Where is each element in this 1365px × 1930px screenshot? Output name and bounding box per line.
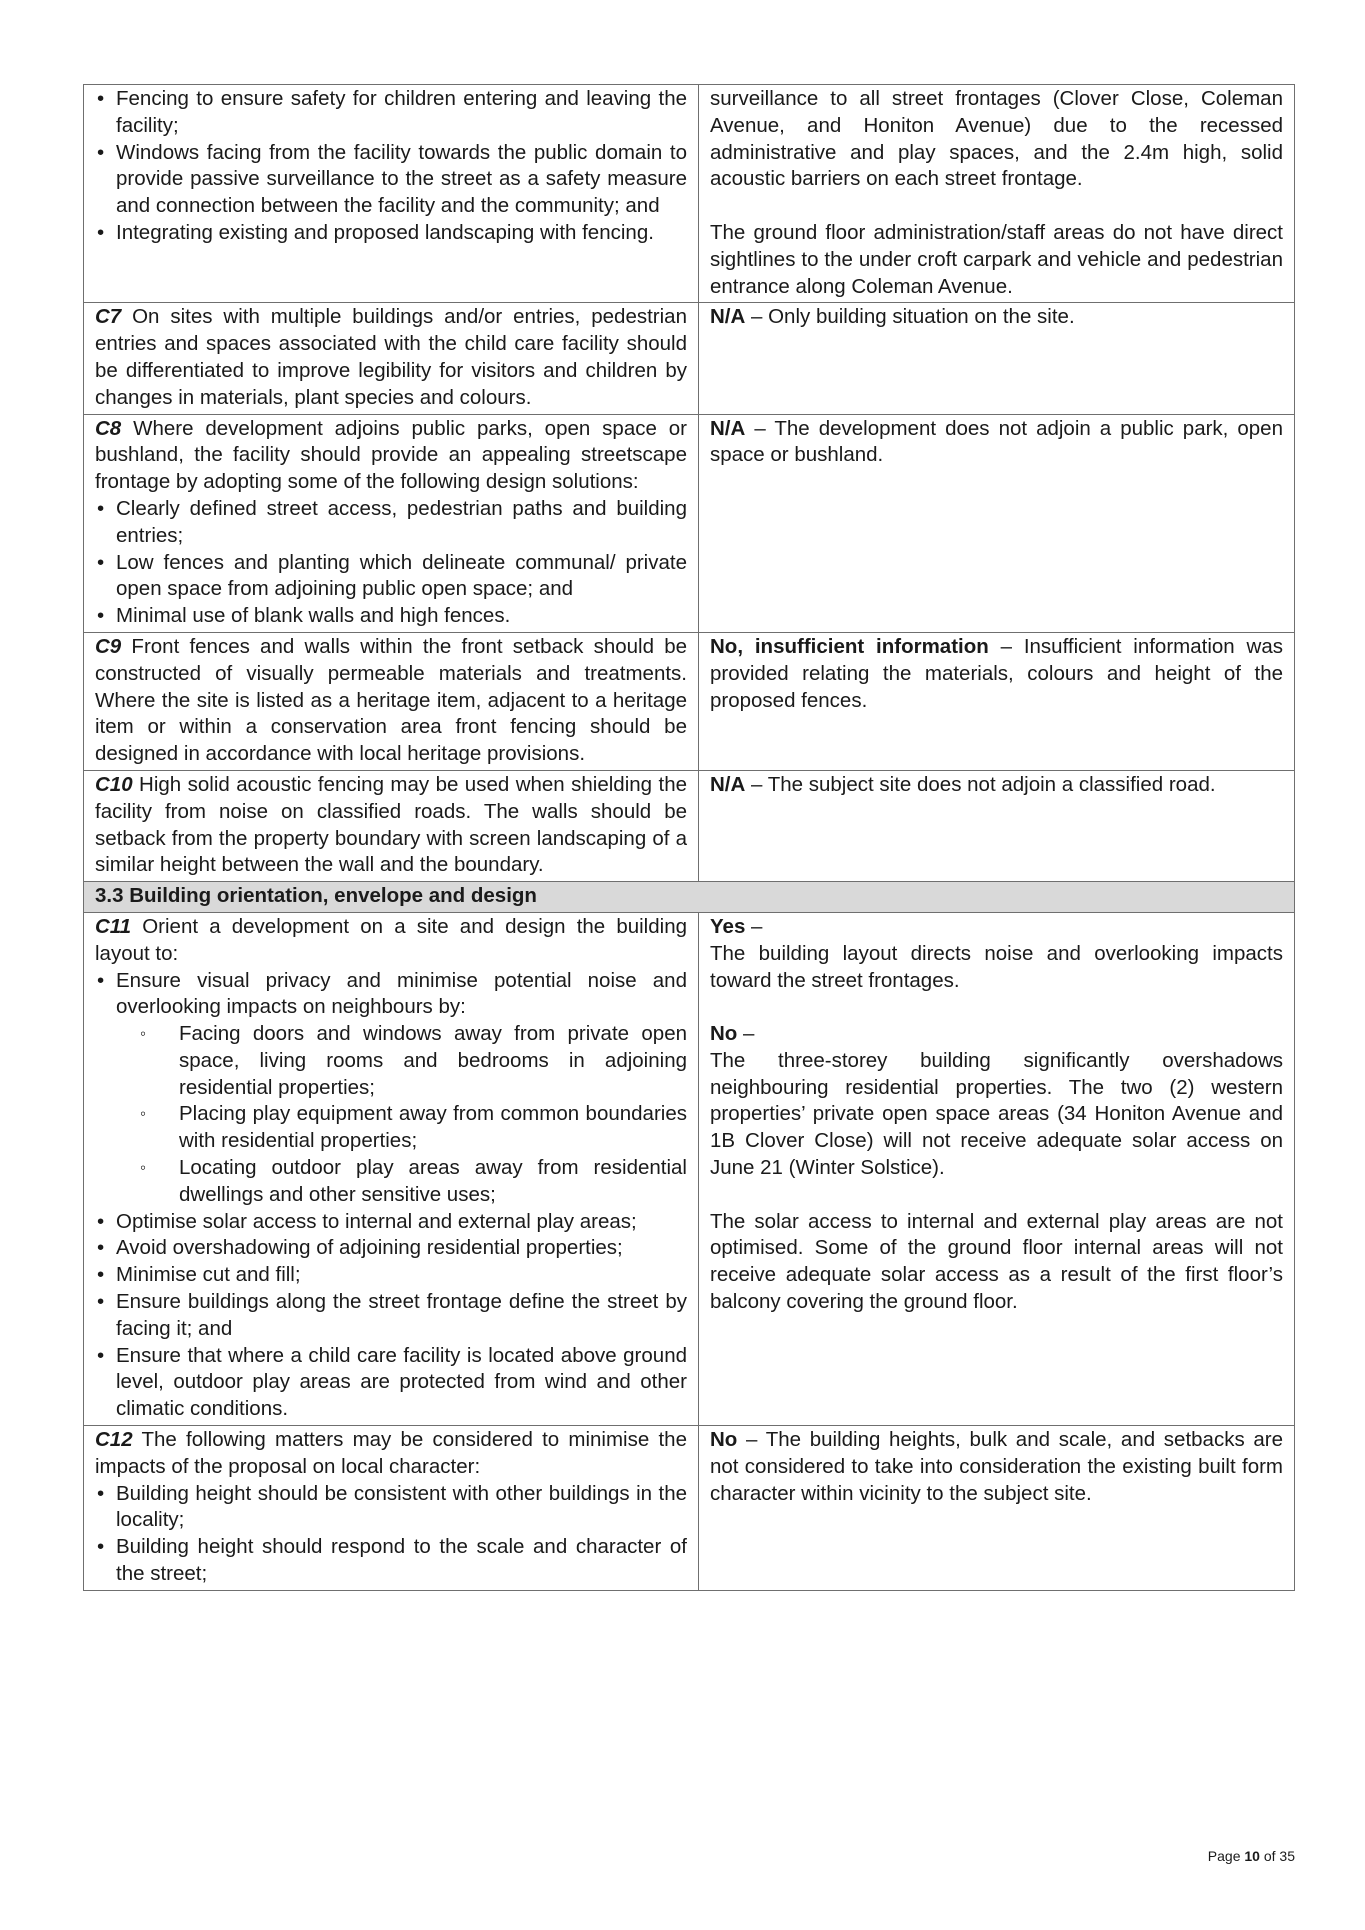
control-cell	[84, 770, 699, 881]
list-item: • Building height should be consistent with other buildings in the locality;	[95, 1481, 687, 1535]
control-code: C12	[95, 1428, 133, 1452]
assessment-text: – The development does not adjoin a public park, open space or bushland.	[710, 416, 1283, 467]
list-item: • Ensure that where a child care facility is located above ground level, outdoor play areas are protected from wind and other climatic conditions.	[95, 1343, 687, 1423]
table-row	[84, 303, 1295, 414]
list-item	[95, 968, 687, 1209]
table-row	[84, 1426, 1295, 1591]
assessment-table	[83, 84, 1295, 1591]
list-item: • Ensure buildings along the street frontage define the street by facing it; and	[95, 1289, 687, 1343]
sublist-item: ◦ Facing doors and windows away from private open space, living rooms and bedrooms in adjoining residential properties;	[116, 1021, 687, 1101]
list-item-text: Ensure visual privacy and minimise potential noise and overlooking impacts on neighbours by:	[116, 968, 687, 1019]
assessment-text: – The subject site does not adjoin a classified road.	[745, 772, 1216, 796]
control-cell	[84, 303, 699, 414]
verdict-dash: –	[745, 914, 763, 938]
assessment-text: – The building heights, bulk and scale, and setbacks are not considered to take into consideration the existing built form character within vicinity to the subject site.	[710, 1428, 1283, 1505]
control-sublist	[116, 1021, 687, 1209]
assessment-text: – Insufficient information was provided relating the materials, colours and height of the proposed fences.	[710, 634, 1283, 712]
list-item: • Minimise cut and fill;	[95, 1262, 687, 1289]
assessment-cell	[699, 414, 1295, 632]
assessment-text: The solar access to internal and external play areas are not optimised. Some of the ground floor internal areas will not receive adequate solar access as a result of the first floor’s balcony covering the ground floor.	[710, 1209, 1283, 1314]
control-cell	[84, 912, 699, 1425]
control-list	[95, 1209, 687, 1423]
verdict: Yes	[710, 914, 746, 938]
assessment-text: The three-storey building significantly overshadows neighbouring residential properties. The two (2) western properties’ private open space areas (34 Honiton Avenue and 1B Clover Close) will not receive adequate solar access on June 21 (Winter Solstice).	[710, 1048, 1283, 1180]
control-code: C11	[95, 914, 132, 938]
assessment-cell	[699, 770, 1295, 881]
list-item: • Windows facing from the facility towards the public domain to provide passive surveillance to the street as a safety measure and connection between the facility and the community; and	[95, 140, 687, 220]
section-header-row	[84, 882, 1295, 913]
control-text: The following matters may be considered to minimise the impacts of the proposal on local character:	[95, 1428, 687, 1478]
assessment-cell	[699, 85, 1295, 303]
verdict-line	[710, 914, 1283, 941]
control-cell	[84, 632, 699, 770]
control-text: Orient a development on a site and design the building layout to:	[95, 914, 687, 965]
assessment-cell	[699, 912, 1295, 1425]
table-row	[84, 85, 1295, 303]
current-page: 10	[1244, 1848, 1260, 1864]
verdict-line	[710, 1021, 1283, 1048]
section-heading: 3.3 Building orientation, envelope and design	[84, 882, 1295, 913]
control-cell	[84, 1426, 699, 1591]
list-item: • Optimise solar access to internal and external play areas;	[95, 1209, 687, 1236]
control-cell	[84, 85, 699, 303]
verdict: N/A	[710, 305, 746, 329]
table-row	[84, 770, 1295, 881]
assessment-cell	[699, 1426, 1295, 1591]
table-row	[84, 912, 1295, 1425]
control-code: C9	[95, 634, 122, 658]
control-list	[95, 1481, 687, 1588]
control-code: C7	[95, 305, 122, 329]
verdict: No, insufficient information	[710, 634, 989, 658]
control-text: On sites with multiple buildings and/or entries, pedestrian entries and spaces associated with the child care facility should be differentiated to improve legibility for visitors and children by changes in materials, plant species and colours.	[95, 305, 687, 409]
page-number	[1208, 1848, 1295, 1864]
assessment-text: The building layout directs noise and overlooking impacts toward the street frontages.	[710, 941, 1283, 992]
page-total: of 35	[1259, 1848, 1295, 1864]
list-item: • Minimal use of blank walls and high fences.	[95, 603, 687, 630]
table-row	[84, 414, 1295, 632]
control-text: Front fences and walls within the front setback should be constructed of visually permeable materials and treatments. Where the site is listed as a heritage item, adjacent to a heritage item or within a conservation area front fencing should be designed in accordance with local heritage provisions.	[95, 634, 687, 766]
list-item: • Avoid overshadowing of adjoining residential properties;	[95, 1235, 687, 1262]
control-text: Where development adjoins public parks, open space or bushland, the facility should provide an appealing streetscape frontage by adopting some of the following design solutions:	[95, 416, 687, 494]
assessment-cell	[699, 303, 1295, 414]
assessment-text: surveillance to all street frontages (Clover Close, Coleman Avenue, and Honiton Avenue) due to the recessed administrative and play spaces, and the 2.4m high, solid acoustic barriers on each street frontage.	[710, 87, 1283, 191]
sublist-item: ◦ Placing play equipment away from common boundaries with residential properties;	[116, 1101, 687, 1155]
control-list	[95, 496, 687, 630]
assessment-cell	[699, 632, 1295, 770]
list-item: • Clearly defined street access, pedestrian paths and building entries;	[95, 496, 687, 550]
verdict: No	[710, 1022, 738, 1046]
list-item: • Building height should respond to the scale and character of the street;	[95, 1534, 687, 1588]
verdict: N/A	[710, 416, 746, 440]
list-item: • Integrating existing and proposed landscaping with fencing.	[95, 220, 687, 247]
control-code: C10	[95, 772, 133, 796]
verdict-dash: –	[737, 1022, 755, 1046]
control-list	[95, 86, 687, 247]
control-code: C8	[95, 416, 122, 440]
list-item: • Low fences and planting which delineate communal/ private open space from adjoining public open space; and	[95, 550, 687, 604]
verdict: N/A	[710, 772, 746, 796]
assessment-text: – Only building situation on the site.	[745, 305, 1075, 329]
verdict: No	[710, 1428, 738, 1452]
assessment-text: The ground floor administration/staff areas do not have direct sightlines to the under croft carpark and vehicle and pedestrian entrance along Coleman Avenue.	[710, 220, 1283, 298]
table-row	[84, 632, 1295, 770]
control-list	[95, 968, 687, 1209]
control-text: High solid acoustic fencing may be used when shielding the facility from noise on classified roads. The walls should be setback from the property boundary with screen landscaping of a similar height between the wall and the boundary.	[95, 772, 687, 877]
sublist-item: ◦ Locating outdoor play areas away from residential dwellings and other sensitive uses;	[116, 1155, 687, 1209]
list-item: • Fencing to ensure safety for children entering and leaving the facility;	[95, 86, 687, 140]
page-label: Page	[1207, 1848, 1245, 1864]
control-cell	[84, 414, 699, 632]
